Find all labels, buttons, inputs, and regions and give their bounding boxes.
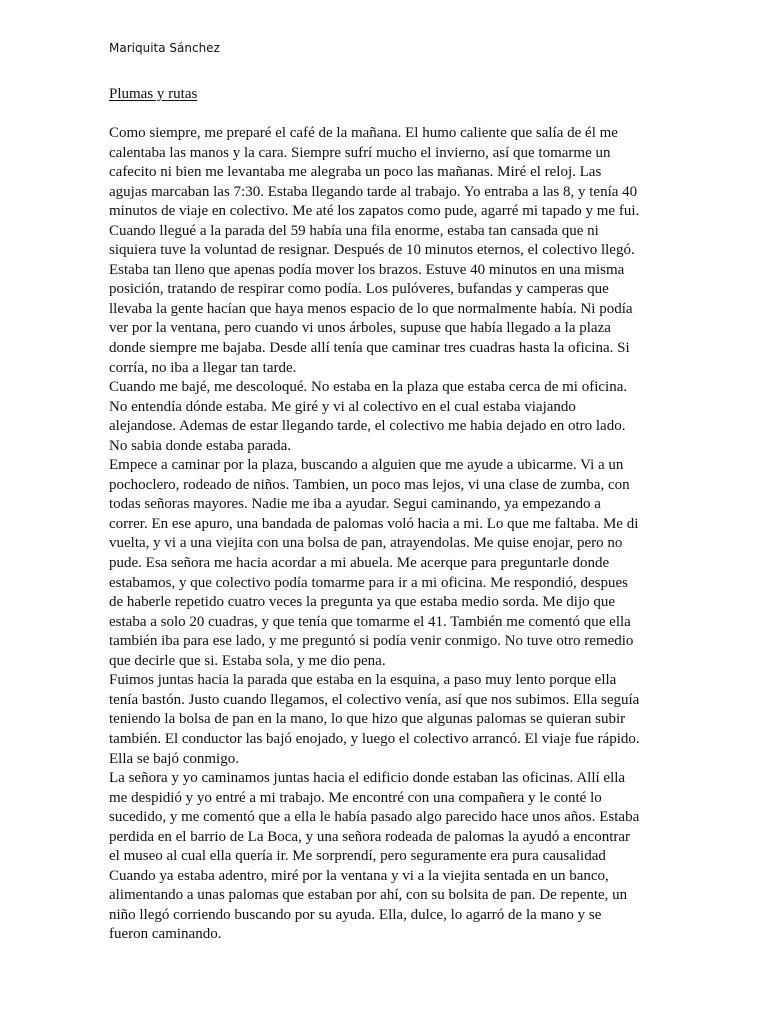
body-line: correr. En ese apuro, una bandada de palomas voló hacia a mi. Lo que me faltaba. Me di — [109, 515, 639, 532]
body-line: Fuimos juntas hacia la parada que estaba en la esquina, a paso muy lento porque ella — [109, 672, 617, 689]
body-line: estabamos, y que colectivo podía tomarme para ir a mi oficina. Me respondió, despues — [109, 574, 629, 591]
body-line: No entendía dónde estaba. Me giré y vi al colectivo en el cual estaba viajando — [109, 398, 576, 415]
body-line: siquiera tuve la voluntad de resignar. Después de 10 minutos eternos, el colectivo llegó. — [109, 242, 635, 259]
body-line: el museo al cual ella quería ir. Me sorprendí, pero seguramente era pura causalidad — [109, 848, 606, 865]
body-line: me despidió y yo entré a mi trabajo. Me encontré con una compañera y le conté lo — [109, 789, 602, 806]
body-line: perdida en el barrio de La Boca, y una señora rodeada de palomas la ayudó a encontrar — [109, 828, 631, 845]
body-line: sucedido, y me comentó que a ella le había pasado algo parecido hace unos años. Estaba — [109, 809, 640, 826]
body-line: teniendo la bolsa de pan en la mano, lo que hizo que algunas palomas se quieran subir — [109, 711, 626, 728]
document-title: Plumas y rutas — [109, 86, 198, 102]
body-line: fueron caminando. — [109, 926, 222, 943]
body-line: Empece a caminar por la plaza, buscando a alguien que me ayude a ubicarme. Vi a un — [109, 457, 624, 474]
body-line: vuelta, y vi a una viejita con una bolsa de pan, atrayendolas. Me quise enojar, pero no — [109, 535, 623, 552]
body-line: también iba para ese lado, y me preguntó si podía venir conmigo. No tuve otro remedio — [109, 633, 634, 650]
body-line: donde siempre me bajaba. Desde allí tenía que caminar tres cuadras hasta la oficina. Si — [109, 340, 630, 357]
body-line: todas señoras mayores. Nadie me iba a ayudar. Segui caminando, ya empezando a — [109, 496, 601, 513]
body-line: Como siempre, me preparé el café de la mañana. El humo caliente que salía de él me — [109, 125, 618, 141]
body-line: tenía bastón. Justo cuando llegamos, el colectivo venía, así que nos subimos. Ella seguía — [109, 691, 640, 708]
body-line: calentaba las manos y la cara. Siempre sufrí mucho el invierno, así que tomarme un — [109, 144, 611, 161]
body-line: No sabia donde estaba parada. — [109, 437, 292, 454]
body-line: cafecito ni bien me levantaba me alegraba un poco las mañanas. Miré el reloj. Las — [109, 164, 602, 181]
body-line: alejandose. Ademas de estar llegando tarde, el colectivo me habia dejado en otro lado. — [109, 418, 626, 435]
body-line: alimentando a unas palomas que estaban por ahí, con su bolsita de pan. De repente, un — [109, 887, 628, 904]
body-line: ver por la ventana, pero cuando vi unos árboles, supuse que había llegado a la plaza — [109, 320, 611, 337]
body-line: Cuando llegué a la parada del 59 había una fila enorme, estaba tan cansada que ni — [109, 222, 599, 239]
body-line: Cuando ya estaba adentro, miré por la ventana y vi a la viejita sentada en un banco, — [109, 867, 609, 884]
body-line: pude. Esa señora me hacia acordar a mi abuela. Me acerque para preguntarle donde — [109, 555, 610, 572]
body-line: también. El conductor las bajó enojado, y luego el colectivo arrancó. El viaje fue rápido. — [109, 730, 640, 747]
body-line: Estaba tan lleno que apenas podía mover los brazos. Estuve 40 minutos en una misma — [109, 261, 625, 278]
body-line: posición, tratando de respirar como podía. Los pulóveres, bufandas y camperas que — [109, 281, 609, 298]
body-line: que decirle que si. Estaba sola, y me dio pena. — [109, 652, 386, 669]
author-name: Mariquita Sánchez — [109, 41, 220, 55]
body-line: llevaba la gente hacían que haya menos espacio de lo que normalmente había. Ni podía — [109, 300, 633, 317]
body-line: Cuando me bajé, me descoloqué. No estaba en la plaza que estaba cerca de mi oficina. — [109, 379, 628, 396]
body-line: agujas marcaban las 7:30. Estaba llegando tarde al trabajo. Yo entraba a las 8, y tenía 40 — [109, 183, 638, 200]
body-line: minutos de viaje en colectivo. Me até los zapatos como pude, agarré mi tapado y me fui. — [109, 203, 640, 220]
body-line: de haberle repetido cuatro veces la pregunta ya que estaba medio sorda. Me dijo que — [109, 594, 616, 611]
story-body — [109, 124, 669, 945]
body-line: estaba a solo 20 cuadras, y que tenía que tomarme el 41. También me comentó que ella — [109, 613, 631, 630]
body-line: Ella se bajó conmigo. — [109, 750, 239, 767]
body-line: pochoclero, rodeado de niños. Tambien, un poco mas lejos, vi una clase de zumba, con — [109, 476, 630, 493]
body-line: corría, no iba a llegar tan tarde. — [109, 359, 297, 376]
body-line: La señora y yo caminamos juntas hacia el edificio donde estaban las oficinas. Allí ella — [109, 770, 626, 787]
body-line: niño llegó corriendo buscando por su ayuda. Ella, dulce, lo agarró de la mano y se — [109, 906, 602, 923]
